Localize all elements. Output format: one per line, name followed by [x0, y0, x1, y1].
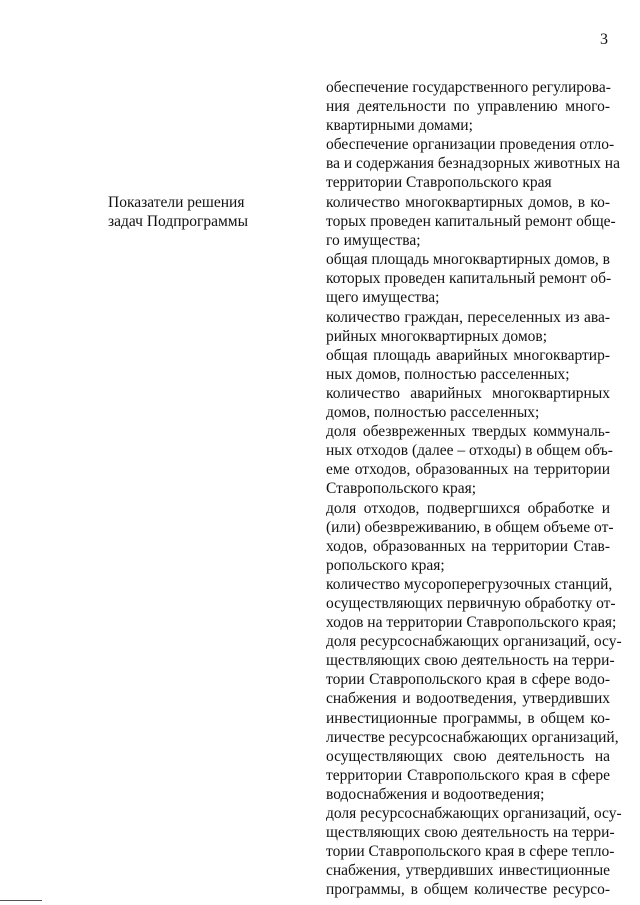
text-line: ществляющих свою деятельность на терри- [326, 652, 615, 670]
text-line: территории Ставропольского края в сфере [326, 766, 610, 784]
text-line: осуществляющих первичную обработку от- [326, 594, 616, 612]
text-line: ходов, образованных на территории Став- [326, 537, 610, 555]
text-line: программы, в общем количестве ресурсо- [326, 881, 610, 899]
text-line: щего имущества; [326, 289, 440, 307]
text-line: количество аварийных многоквартирных [326, 384, 610, 402]
text-line: тории Ставропольского края в сфере водо- [326, 671, 610, 689]
text-line: осуществляющих свою деятельность на [326, 747, 610, 765]
tasks-text-block [326, 78, 620, 193]
text-line: (или) обезвреживанию, в общем объеме от- [326, 518, 614, 536]
text-line: доля отходов, подвергшихся обработке и [326, 499, 610, 517]
text-line: торых проведен капитальный ремонт обще- [326, 213, 616, 231]
text-line: снабжения, утвердивших инвестиционные [326, 862, 610, 880]
text-line: личестве ресурсоснабжающих организаций, [326, 728, 619, 746]
text-line: домов, полностью расселенных; [326, 404, 540, 422]
text-line: общая площадь аварийных многоквартир- [326, 346, 610, 364]
text-line: общая площадь многоквартирных домов, в [326, 251, 610, 269]
indicators-label-line: Показатели решения [108, 194, 245, 211]
text-line: го имущества; [326, 232, 421, 250]
indicators-label [108, 193, 278, 231]
text-line: ществляющих свою деятельность на терри- [326, 824, 615, 842]
text-line: тории Ставропольского края в сфере тепло- [326, 843, 615, 861]
text-line: Ставропольского края; [326, 480, 477, 498]
text-line: ния деятельности по управлению много- [326, 98, 610, 116]
text-line: водоснабжения и водоотведения; [326, 785, 545, 803]
text-line: ва и содержания безнадзорных животных на [326, 155, 620, 173]
text-line: ходов на территории Ставропольского края; [326, 614, 617, 632]
text-line: обеспечение организации проведения отло- [326, 136, 615, 154]
text-line: обеспечение государственного регулирова- [326, 79, 611, 96]
page-number: 3 [600, 31, 608, 48]
text-line: которых проведен капитальный ремонт об- [326, 270, 612, 288]
indicators-text-block [326, 193, 622, 899]
text-line: количество граждан, переселенных из ава- [326, 308, 610, 326]
text-line: рийных многоквартирных домов; [326, 327, 547, 345]
text-line: снабжения и водоотведения, утвердивших [326, 690, 610, 708]
text-line: инвестиционные программы, в общем ко- [326, 709, 610, 727]
text-line: еме отходов, образованных на территории [326, 461, 610, 479]
text-line: доля обезвреженных твердых коммуналь- [326, 423, 610, 441]
text-line: доля ресурсоснабжающих организаций, осу- [326, 805, 622, 822]
indicators-label-line: задач Подпрограммы [108, 213, 249, 230]
text-line: количество мусороперегрузочных станций, [326, 575, 613, 593]
text-line: ных отходов (далее – отходы) в общем объ- [326, 442, 613, 460]
text-line: доля ресурсоснабжающих организаций, осу- [326, 633, 622, 651]
text-line: ропольского края; [326, 556, 445, 574]
text-line: ных домов, полностью расселенных; [326, 365, 570, 383]
text-line: количество многоквартирных домов, в ко- [326, 194, 610, 211]
text-line: территории Ставропольского края [326, 174, 552, 192]
bottom-rule [0, 900, 42, 901]
text-line: квартирными домами; [326, 117, 473, 135]
